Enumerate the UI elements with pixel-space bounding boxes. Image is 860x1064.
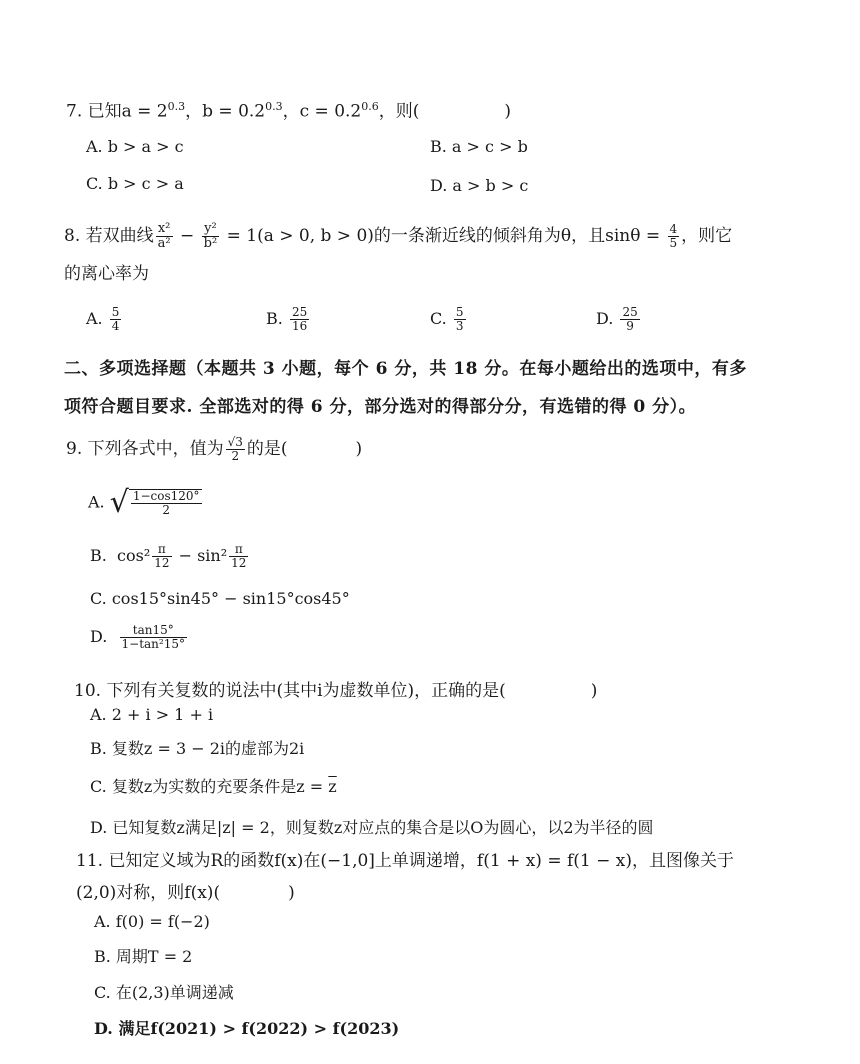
q8-option-c: C. $\frac{5}{3}$ bbox=[430, 305, 464, 333]
q8-fraction-y2-b2: $\frac{\text{y²}}{\text{b²}}$ bbox=[203, 221, 218, 251]
q8-option-d: D. $\frac{25}{9}$ bbox=[596, 305, 638, 333]
q7-option-b: B. a > c > b bbox=[430, 137, 528, 156]
q11-option-a: A. f(0) = f(−2) bbox=[94, 912, 210, 931]
q11-stem-line2: (2,0)对称，则f(x)( ) bbox=[76, 883, 295, 903]
q10-option-a: A. 2 + i > 1 + i bbox=[90, 705, 214, 724]
q8-option-a-fraction: $\frac{5}{4}$ bbox=[111, 305, 120, 333]
q9-option-c: C. cos15°sin45° − sin15°cos45° bbox=[90, 589, 350, 608]
q11-option-b: B. 周期T = 2 bbox=[94, 947, 193, 966]
q9-option-b: B. cos² $\frac{\pi}{12}$ − sin² $\frac{\pi}{12}$ bbox=[90, 542, 247, 570]
q9-option-a: A. √ $\frac{1-\cos 120^\circ}{2}$ bbox=[88, 485, 200, 520]
q8-option-a: A. $\frac{5}{4}$ bbox=[86, 305, 120, 333]
q7-option-c: C. b > c > a bbox=[86, 174, 184, 193]
q11-option-d: D. 满足f(2021) > f(2022) > f(2023) bbox=[94, 1019, 400, 1038]
q10-option-c: C. 复数z为实数的充要条件是$z = \overline{z}$ bbox=[90, 777, 337, 796]
q7-option-d: D. a > b > c bbox=[430, 176, 529, 195]
q10-option-d: D. 已知复数z满足|z| = 2，则复数z对应点的集合是以O为圆心，以2为半径的圆 bbox=[90, 818, 654, 837]
q8-fraction-4-5: $\frac{4}{5}$ bbox=[669, 222, 678, 250]
section-2-heading-line2: 项符合题目要求. 全部选对的得 6 分，部分选对的得部分分，有选错的得 0 分）。 bbox=[64, 397, 697, 417]
q8-fraction-x2-a2: $\frac{\text{x²}}{\text{a²}}$ bbox=[157, 221, 171, 251]
q9-option-d: D. $\frac{\tan 15^\circ}{\text{1−tan²15°}}$ bbox=[90, 623, 185, 651]
q8-option-b: B. $\frac{25}{16}$ bbox=[266, 305, 308, 333]
q9-fraction-sqrt3-2: $\frac{√3}{2}$ bbox=[227, 435, 243, 463]
q10-stem: 10. 下列有关复数的说法中(其中i为虚数单位)，正确的是( ) bbox=[74, 681, 598, 701]
q8-option-b-fraction: $\frac{25}{16}$ bbox=[291, 305, 308, 333]
q9-stem: 9. 下列各式中，值为 $\frac{√3}{2}$ 的是( ) bbox=[66, 435, 363, 463]
q8-option-d-fraction: $\frac{25}{9}$ bbox=[622, 305, 638, 333]
q7-stem: 7. 已知$a = 2^{0.3}$，$b = 0.2^{0.3}$，$c = 0.2^{0.6}$，则( ) bbox=[66, 100, 511, 122]
q9-option-a-sqrt: √ $\frac{1-\cos 120^\circ}{2}$ bbox=[109, 485, 200, 520]
q11-stem: 11. 已知定义域为R的函数f(x)在(−1,0]上单调递增，f(1 + x) = f(1 − x)，且图像关于 bbox=[76, 851, 735, 871]
q8-stem-line2: 的离心率为 bbox=[64, 264, 149, 284]
q10-option-b: B. 复数z = 3 − 2i的虚部为2i bbox=[90, 739, 305, 758]
q8-option-c-fraction: $\frac{5}{3}$ bbox=[455, 305, 464, 333]
q11-option-c: C. 在(2,3)单调递减 bbox=[94, 983, 234, 1002]
section-2-heading: 二、多项选择题（本题共 3 小题，每个 6 分，共 18 分。在每小题给出的选项中，有多 bbox=[64, 359, 747, 379]
q8-stem: 8. 若双曲线 $\frac{\text{x²}}{\text{a²}}$ − $\frac{\text{y²}}{\text{b²}}$ = 1(a > 0, b > 0)的一条渐近线的倾斜角为θ，且sinθ = $\frac{4}{5}$ ，则它 bbox=[64, 221, 733, 251]
q7-option-a: A. b > a > c bbox=[86, 137, 184, 156]
